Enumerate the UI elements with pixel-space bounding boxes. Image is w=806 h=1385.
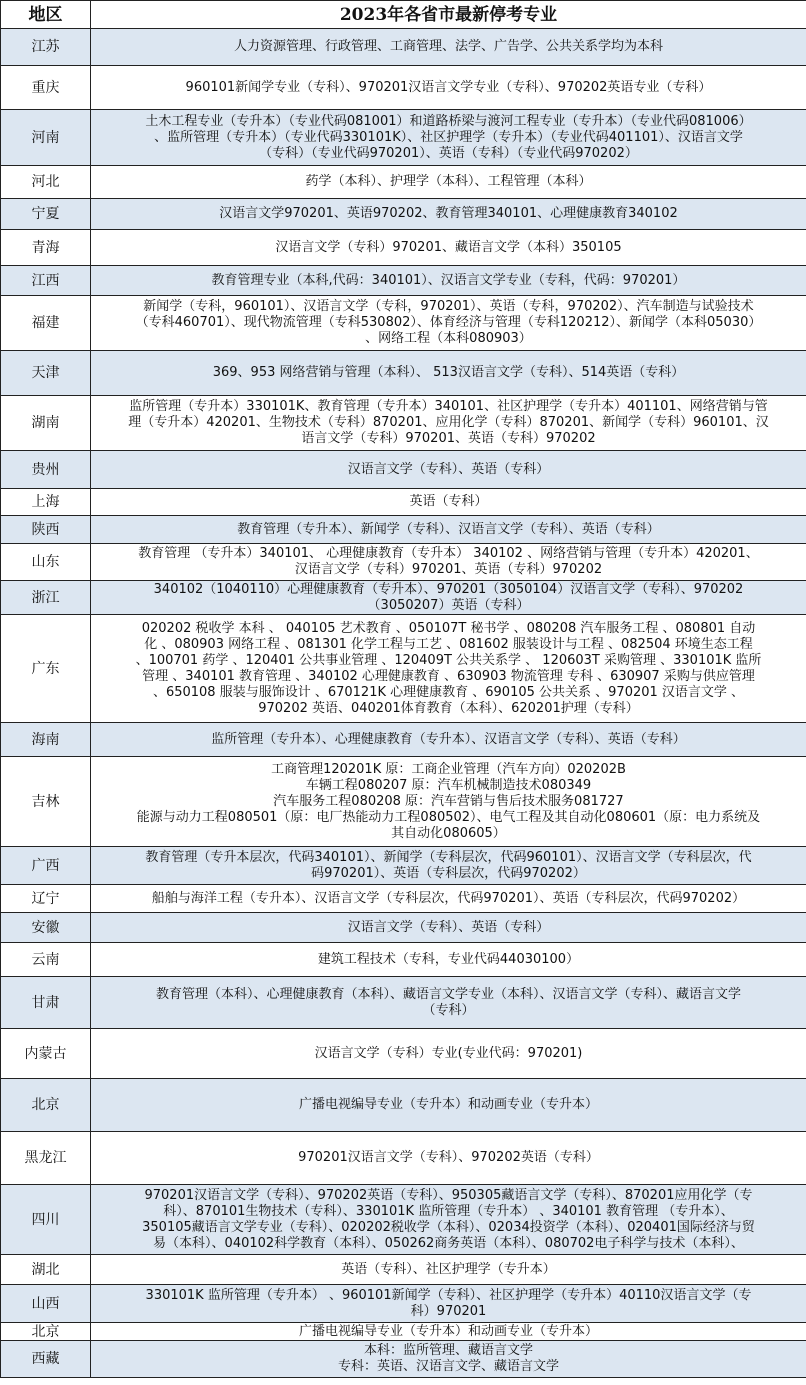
majors-line: 化 、080903 网络工程 、081301 化学工程与工艺 、081602 服装设计与工程 、082504 环境生态工程: [144, 636, 753, 652]
region-cell: 北京: [1, 1079, 91, 1132]
majors-line: 科）970201: [410, 1303, 487, 1319]
majors-cell: [91, 351, 806, 396]
table-row: [1, 29, 806, 66]
region-cell: 云南: [1, 943, 91, 977]
region-cell: 重庆: [1, 66, 91, 110]
region-cell: 四川: [1, 1185, 91, 1255]
region-cell: 宁夏: [1, 199, 91, 230]
majors-cell: [91, 977, 806, 1029]
majors-line: 专科：英语、汉语言文学、藏语言文学: [337, 1359, 559, 1374]
majors-cell: [91, 1132, 806, 1185]
table-row: [1, 1132, 806, 1185]
region-cell: 海南: [1, 723, 91, 757]
region-cell: 湖北: [1, 1255, 91, 1285]
region-cell: 甘肃: [1, 977, 91, 1029]
table-row: [1, 1323, 806, 1341]
majors-line: 教育管理（专升本）、新闻学（专科）、汉语言文学（专科）、英语（专科）: [237, 521, 660, 537]
majors-cell: [91, 66, 806, 110]
majors-line: 、100701 药学 、120401 公共事业管理 、120409T 公共关系学 、 120603T 采购管理 、330101K 监所: [135, 652, 762, 668]
majors-line: 、监所管理（专升本）（专业代码330101K）、社区护理学（专升本）（专业代码401101）、汉语言文学: [154, 129, 743, 145]
majors-cell: [91, 396, 806, 451]
table-row: [1, 489, 806, 516]
majors-line: （3050207）英语（专科）: [367, 597, 530, 613]
majors-line: 能源与动力工程080501（原：电厂热能动力工程080502）、电气工程及其自动化080601（原：电力系统及: [136, 809, 761, 825]
majors-line: 教育管理（本科）、心理健康教育（本科）、藏语言文学专业（本科）、汉语言文学（专科）、藏语言文学: [155, 986, 741, 1002]
majors-line: 英语（专科）: [409, 494, 488, 509]
majors-line: 、650108 服装与服饰设计 、670121K 心理健康教育 、690105 公共关系 、970201 汉语言文学 、: [152, 684, 745, 700]
majors-line: 建筑工程技术（专科，专业代码44030100）: [317, 951, 580, 967]
majors-cell: [91, 885, 806, 913]
majors-line: 广播电视编导专业（专升本）和动画专业（专升本）: [298, 1097, 598, 1112]
majors-line: 330101K 监所管理（专升本） 、960101新闻学（专科）、社区护理学（专升本）40110汉语言文学（专: [145, 1287, 752, 1303]
table-row: [1, 110, 806, 166]
majors-cell: [91, 847, 806, 885]
region-cell: 辽宁: [1, 885, 91, 913]
table-row: [1, 847, 806, 885]
table-row: [1, 516, 806, 544]
majors-line: （专科460701）、现代物流管理（专科530802）、体育经济与管理（专科120212）、新闻学（本科05030）: [135, 315, 762, 330]
majors-cell: [91, 296, 806, 351]
majors-line: 汉语言文学（专科）、英语（专科）: [347, 461, 550, 477]
region-cell: 山西: [1, 1285, 91, 1323]
region-cell: 内蒙古: [1, 1029, 91, 1079]
table-row: [1, 581, 806, 615]
table-row: [1, 1285, 806, 1323]
majors-line: 教育管理专业（本科,代码：340101）、汉语言文学专业（专科，代码：970201）: [211, 272, 686, 288]
region-cell: 天津: [1, 351, 91, 396]
majors-line: 新闻学（专科，960101）、汉语言文学（专科，970201）、英语（专科，970202）、汽车制造与试验技术: [143, 299, 754, 314]
majors-line: 970201汉语言文学（专科）、970202英语（专科）: [298, 1150, 599, 1165]
region-cell: 安徽: [1, 913, 91, 943]
majors-cell: [91, 913, 806, 943]
table-row: [1, 977, 806, 1029]
region-cell: 江苏: [1, 29, 91, 66]
table-row: [1, 885, 806, 913]
majors-cell: [91, 1185, 806, 1255]
table-row: [1, 1185, 806, 1255]
table-header-row: [1, 1, 806, 29]
majors-line: 药学（本科）、护理学（本科）、工程管理（本科）: [305, 174, 592, 189]
majors-cell: [91, 1341, 806, 1378]
majors-line: 350105藏语言文学专业（专科）、020202税收学（本科）、02034投资学（本科）、020401国际经济与贸: [142, 1219, 755, 1235]
table-row: [1, 913, 806, 943]
majors-line: 汉语言文学（专科）970201、藏语言文学（本科）350105: [275, 239, 622, 255]
region-cell: 贵州: [1, 451, 91, 489]
majors-cell: [91, 489, 806, 516]
majors-line: 人力资源管理、行政管理、工商管理、法学、广告学、公共关系学均为本科: [233, 39, 663, 54]
majors-line: 监所管理（专升本）、心理健康教育（专升本）、汉语言文学（专科）、英语（专科）: [211, 731, 686, 747]
majors-cell: [91, 723, 806, 757]
majors-cell: [91, 943, 806, 977]
region-cell: 西藏: [1, 1341, 91, 1378]
majors-line: 土木工程专业（专升本）（专业代码081001）和道路桥梁与渡河工程专业（专升本）（专业代码081006）: [145, 113, 752, 129]
majors-line: 汉语言文学（专科）970201、英语（专科）970202: [294, 562, 603, 577]
region-cell: 上海: [1, 489, 91, 516]
majors-cell: [91, 544, 806, 581]
table-row: [1, 66, 806, 110]
majors-line: 教育管理（专升本层次，代码340101）、新闻学（专科层次，代码960101）、汉语言文学（专科层次，代: [145, 849, 752, 865]
majors-cell: [91, 166, 806, 199]
majors-cell: [91, 1029, 806, 1079]
table-row: [1, 1079, 806, 1132]
majors-line: 管理 、340101 教育管理 、340102 心理健康教育 、630903 物流管理 专科 、630907 采购与供应管理: [142, 668, 755, 684]
majors-cell: [91, 516, 806, 544]
majors-cell: [91, 1285, 806, 1323]
region-cell: 山东: [1, 544, 91, 581]
majors-line: 监所管理（专升本）330101K、教育管理（专升本）340101、社区护理学（专升本）401101、网络营销与管: [129, 399, 768, 414]
majors-line: 教育管理 （专升本）340101、 心理健康教育（专升本） 340102 、网络营销与管理（专升本）420201、: [138, 546, 759, 561]
region-cell: 河南: [1, 110, 91, 166]
majors-line: 车辆工程080207 原：汽车机械制造技术080349: [305, 777, 592, 793]
majors-line: 广播电视编导专业（专升本）和动画专业（专升本）: [298, 1324, 598, 1339]
region-cell: 广东: [1, 615, 91, 723]
region-cell: 浙江: [1, 581, 91, 615]
majors-cell: [91, 29, 806, 66]
region-cell: 广西: [1, 847, 91, 885]
region-cell: 河北: [1, 166, 91, 199]
region-column-header: 地区: [1, 1, 91, 29]
table-row: [1, 396, 806, 451]
region-cell: 北京: [1, 1323, 91, 1341]
majors-line: 易（本科）、040102科学教育（本科）、050262商务英语（本科）、080702电子科学与技术（本科）、: [153, 1235, 744, 1251]
majors-line: 970202 英语、040201体育教育（本科）、620201护理（专科）: [258, 700, 639, 716]
majors-cell: [91, 199, 806, 230]
table-row: [1, 943, 806, 977]
majors-line: 科）、870101生物技术（专科）、330101K 监所管理（专升本） 、340101 教育管理 （专升本）、: [163, 1203, 734, 1219]
table-row: [1, 230, 806, 266]
table-row: [1, 544, 806, 581]
table-row: [1, 757, 806, 847]
majors-cell: [91, 230, 806, 266]
majors-cell: [91, 581, 806, 615]
table-row: [1, 1341, 806, 1378]
majors-line: 其自动化080605）: [391, 825, 506, 841]
majors-cell: [91, 1079, 806, 1132]
table-row: [1, 351, 806, 396]
majors-line: 970201汉语言文学（专科）、970202英语（专科）、950305藏语言文学（专科）、870201应用化学（专: [144, 1187, 753, 1203]
majors-line: 汉语言文学970201、英语970202、教育管理340101、心理健康教育340102: [219, 206, 678, 221]
table-row: [1, 199, 806, 230]
majors-line: 船舶与海洋工程（专升本）、汉语言文学（专科层次，代码970201）、英语（专科层次，代码970202）: [151, 890, 746, 906]
majors-line: 汽车服务工程080208 原：汽车营销与售后技术服务081727: [273, 793, 624, 809]
majors-line: 汉语言文学（专科）、英语（专科）: [347, 919, 550, 935]
majors-line: 语言文学（专科）970201、英语（专科）970202: [301, 431, 596, 446]
majors-line: 工商管理120201K 原：工商企业管理（汽车方向）020202B: [271, 761, 626, 777]
table-row: [1, 451, 806, 489]
table-title: 2023年各省市最新停考专业: [91, 1, 806, 29]
region-cell: 陕西: [1, 516, 91, 544]
majors-line: 369、953 网络营销与管理（本科）、 513汉语言文学（专科）、514英语（专科）: [212, 365, 685, 380]
majors-cell: [91, 1323, 806, 1341]
majors-line: 、网络工程（本科080903）: [365, 331, 532, 346]
table-row: [1, 266, 806, 296]
majors-line: 汉语言文学（专科）专业(专业代码：970201): [314, 1045, 583, 1061]
majors-cell: [91, 266, 806, 296]
majors-line: 020202 税收学 本科 、 040105 艺术教育 、050107T 秘书学 、080208 汽车服务工程 、080801 自动: [141, 620, 756, 636]
majors-line: 本科：监所管理、藏语言文学: [363, 1343, 533, 1358]
region-cell: 江西: [1, 266, 91, 296]
table-row: [1, 296, 806, 351]
majors-cell: [91, 757, 806, 847]
table-row: [1, 1029, 806, 1079]
region-cell: 吉林: [1, 757, 91, 847]
majors-line: （专科）（专业代码970201）、英语（专科）（专业代码970202）: [259, 145, 638, 161]
table-row: [1, 615, 806, 723]
majors-cell: [91, 1255, 806, 1285]
table-row: [1, 1255, 806, 1285]
majors-line: 960101新闻学专业（专科）、970201汉语言文学专业（专科）、970202英语专业（专科）: [185, 79, 712, 95]
region-cell: 福建: [1, 296, 91, 351]
table-row: [1, 166, 806, 199]
majors-cell: [91, 451, 806, 489]
region-cell: 黑龙江: [1, 1132, 91, 1185]
table-row: [1, 723, 806, 757]
majors-line: 340102（1040110）心理健康教育（专升本）、970201（3050104）汉语言文学（专科）、970202: [153, 581, 744, 597]
region-cell: 湖南: [1, 396, 91, 451]
table-body: [1, 29, 806, 1378]
majors-line: （专科）: [422, 1002, 475, 1018]
majors-line: 英语（专科）、社区护理学（专升本）: [341, 1261, 556, 1277]
majors-cell: [91, 110, 806, 166]
majors-cell: [91, 615, 806, 723]
region-cell: 青海: [1, 230, 91, 266]
majors-line: 码970201）、英语（专科层次，代码970202）: [311, 865, 586, 881]
majors-line: 理（专升本）420201、生物技术（专科）870201、应用化学（专科）870201、新闻学（专科）960101、汉: [128, 415, 769, 430]
